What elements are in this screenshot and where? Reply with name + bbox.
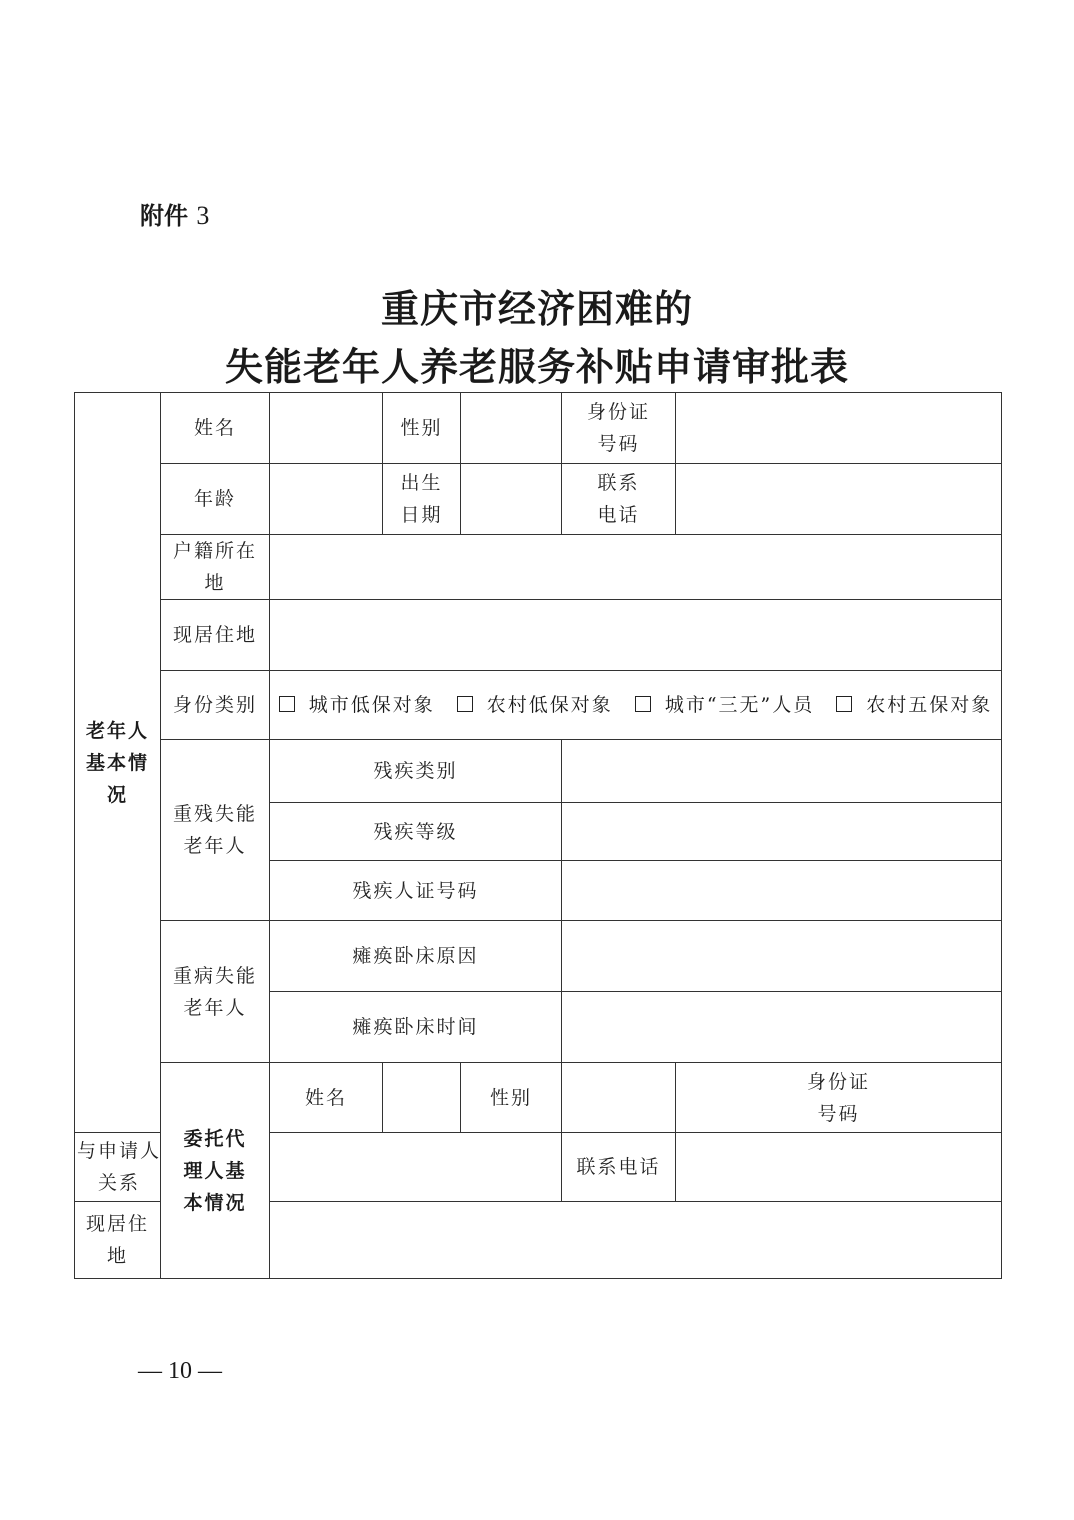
- elder-age-label: 年龄: [161, 464, 270, 535]
- agent-relation-label: 与申请人关系: [75, 1133, 161, 1202]
- agent-name-field[interactable]: [383, 1063, 461, 1133]
- attachment-label: [140, 196, 209, 231]
- agent-residence-label: 现居住地: [75, 1202, 161, 1279]
- bedridden-time-label: 瘫痪卧床时间: [270, 992, 562, 1063]
- disability-level-field[interactable]: [562, 803, 1002, 861]
- elder-phone-label: 联系电话: [562, 464, 676, 535]
- household-label: 户籍所在地: [161, 535, 270, 600]
- checkbox-icon[interactable]: [279, 696, 295, 712]
- identity-options: [270, 671, 1002, 740]
- bedridden-reason-field[interactable]: [562, 921, 1002, 992]
- agent-phone-field[interactable]: [676, 1133, 1002, 1202]
- disability-type-label: 残疾类别: [270, 740, 562, 803]
- elder-birth-field[interactable]: [461, 464, 562, 535]
- agent-phone-label: 联系电话: [562, 1133, 676, 1202]
- page-number: — 10 —: [138, 1358, 222, 1384]
- elder-name-field[interactable]: [270, 393, 383, 464]
- identity-option[interactable]: 城市“三无”人员: [635, 694, 814, 716]
- disability-type-field[interactable]: [562, 740, 1002, 803]
- elder-gender-field[interactable]: [461, 393, 562, 464]
- checkbox-icon[interactable]: [836, 696, 852, 712]
- agent-id-label: 身份证号码: [676, 1063, 1002, 1133]
- checkbox-icon[interactable]: [635, 696, 651, 712]
- checkbox-icon[interactable]: [457, 696, 473, 712]
- title-line-2: 失能老年人养老服务补贴申请审批表: [224, 345, 849, 389]
- agent-name-label: 姓名: [270, 1063, 383, 1133]
- elder-gender-label: 性别: [383, 393, 461, 464]
- agent-gender-label: 性别: [461, 1063, 562, 1133]
- section-agent-heading: 委托代理人基本情况: [161, 1063, 270, 1279]
- elder-birth-label: 出生日期: [383, 464, 461, 535]
- title-line-1: 重庆市经济困难的: [380, 287, 693, 331]
- agent-residence-field[interactable]: [270, 1202, 1002, 1279]
- attachment-text: 附件: [140, 202, 188, 230]
- agent-gender-field[interactable]: [562, 1063, 676, 1133]
- identity-category-label: 身份类别: [161, 671, 270, 740]
- disability-cert-label: 残疾人证号码: [270, 861, 562, 921]
- household-field[interactable]: [270, 535, 1002, 600]
- ill-group-label: 重病失能老年人: [161, 921, 270, 1063]
- disabled-group-label: 重残失能老年人: [161, 740, 270, 921]
- disability-cert-field[interactable]: [562, 861, 1002, 921]
- elder-phone-field[interactable]: [676, 464, 1002, 535]
- bedridden-reason-label: 瘫痪卧床原因: [270, 921, 562, 992]
- residence-field[interactable]: [270, 600, 1002, 671]
- agent-relation-field[interactable]: [270, 1133, 562, 1202]
- elder-id-label: 身份证号码: [562, 393, 676, 464]
- residence-label: 现居住地: [161, 600, 270, 671]
- elder-name-label: 姓名: [161, 393, 270, 464]
- bedridden-time-field[interactable]: [562, 992, 1002, 1063]
- identity-option[interactable]: 农村低保对象: [457, 694, 613, 716]
- identity-option[interactable]: 农村五保对象: [836, 694, 992, 716]
- disability-level-label: 残疾等级: [270, 803, 562, 861]
- application-form-table: [74, 392, 1002, 1279]
- elder-age-field[interactable]: [270, 464, 383, 535]
- identity-option[interactable]: 城市低保对象: [279, 694, 435, 716]
- section-elder-heading: 老年人基本情况: [75, 393, 161, 1133]
- elder-id-field[interactable]: [676, 393, 1002, 464]
- attachment-number: 3: [196, 201, 210, 230]
